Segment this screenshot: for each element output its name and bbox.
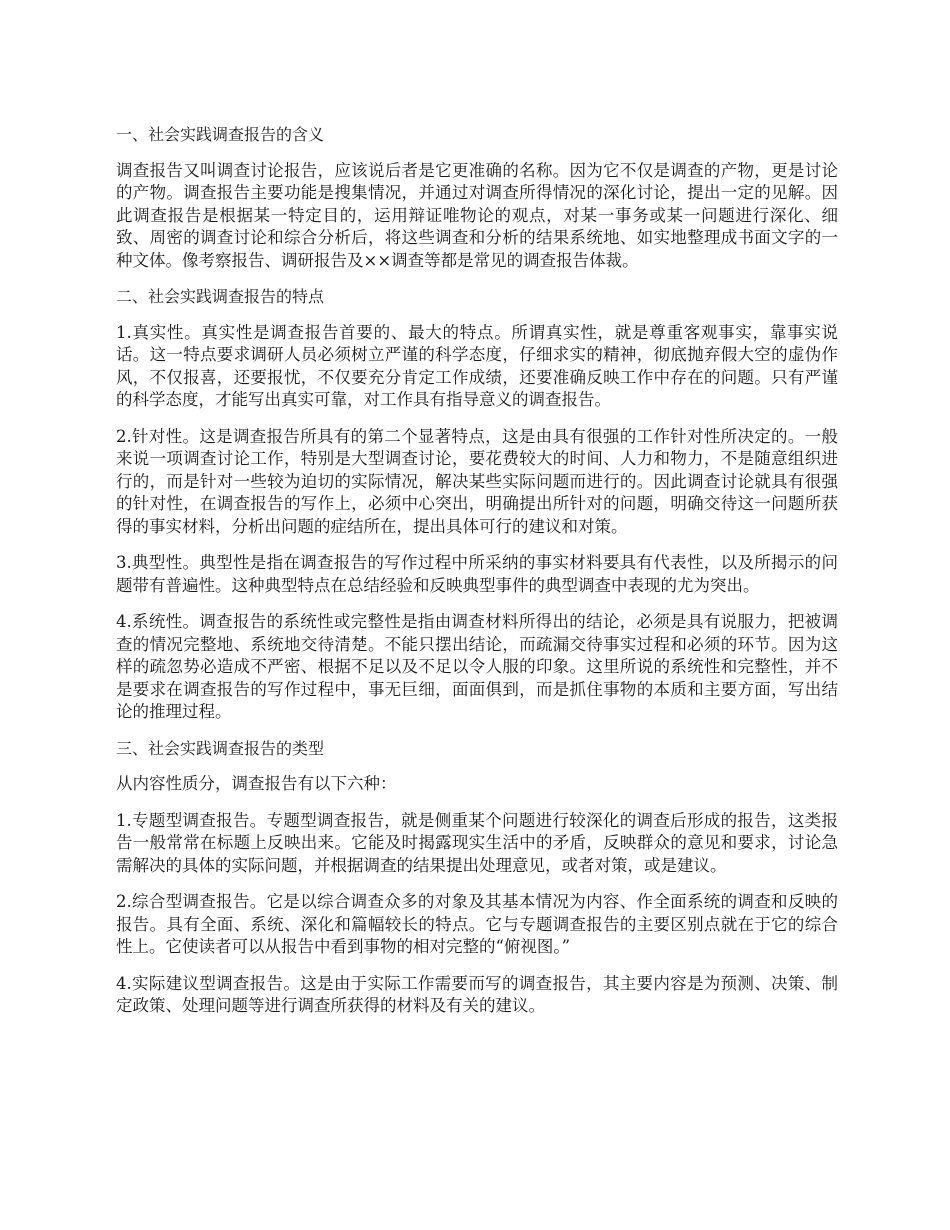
paragraph-type-comprehensive: 2.综合型调查报告。它是以综合调查众多的对象及其基本情况为内容、作全面系统的调查和反映的报告。具有全面、系统、深化和篇幅较长的特点。它与专题调查报告的主要区别点就在于它的综合性上。它使读者可以从报告中看到事物的相对完整的“俯视图。” xyxy=(116,892,838,956)
section-heading-features: 二、社会实践调查报告的特点 xyxy=(116,287,325,306)
section-heading-meaning: 一、社会实践调查报告的含义 xyxy=(116,125,325,144)
paragraph-feature-typicality: 3.典型性。典型性是指在调查报告的写作过程中所采纳的事实材料要具有代表性，以及所揭示的问题带有普遍性。这种典型特点在总结经验和反映典型事件的典型调查中表现的尤为突出。 xyxy=(116,553,838,595)
paragraph-type-thematic: 1.专题型调查报告。专题型调查报告，就是侧重某个问题进行较深化的调查后形成的报告，这类报告一般常常在标题上反映出来。它能及时揭露现实生活中的矛盾，反映群众的意见和要求，讨论急需解决的具体的实际问题，并根据调查的结果提出处理意见，或者对策，或是建议。 xyxy=(116,810,838,875)
paragraph-meaning: 调查报告又叫调查讨论报告，应该说后者是它更准确的名称。因为它不仅是调查的产物，更是讨论的产物。调查报告主要功能是搜集情况，并通过对调查所得情况的深化讨论，提出一定的见解。因此调查报告是根据某一特定目的，运用辩证唯物论的观点，对某一事务或某一问题进行深化、细致、周密的调查讨论和综合分析后，将这些调查和分析的结果系统地、如实地整理成书面文字的一种文体。像考察报告、调研报告及××调查等都是常见的调查报告体裁。 xyxy=(116,160,838,270)
paragraph-type-practical-suggestion: 4.实际建议型调查报告。这是由于实际工作需要而写的调查报告，其主要内容是为预测、决策、制定政策、处理问题等进行调查所获得的材料及有关的建议。 xyxy=(116,973,838,1015)
document-body xyxy=(116,124,838,1032)
paragraph-feature-pertinence: 2.针对性。这是调查报告所具有的第二个显著特点，这是由具有很强的工作针对性所决定的。一般来说一项调查讨论工作，特别是大型调查讨论，要花费较大的时间、人力和物力，不是随意组织进行的，而是针对一些较为迫切的实际情况，解决某些实际问题而进行的。因此调查讨论就具有很强的针对性，在调查报告的写作上，必须中心突出，明确提出所针对的问题，明确交待这一问题所获得的事实材料，分析出问题的症结所在，提出具体可行的建议和对策。 xyxy=(116,426,838,536)
paragraph-types-intro: 从内容性质分，调查报告有以下六种： xyxy=(116,774,397,793)
section-heading-types: 三、社会实践调查报告的类型 xyxy=(116,738,325,758)
paragraph-feature-systematicness: 4.系统性。调查报告的系统性或完整性是指由调查材料所得出的结论，必须是具有说服力，把被调查的情况完整地、系统地交待清楚。不能只摆出结论，而疏漏交待事实过程和必须的环节。因为这样的疏忽势必造成不严密、根据不足以及不足以令人服的印象。这里所说的系统性和完整性，并不是要求在调查报告的写作过程中，事无巨细，面面俱到，而是抓住事物的本质和主要方面，写出结论的推理过程。 xyxy=(116,612,838,721)
paragraph-feature-authenticity: 1.真实性。真实性是调查报告首要的、最大的特点。所谓真实性，就是尊重客观事实，靠事实说话。这一特点要求调研人员必须树立严谨的科学态度，仔细求实的精神，彻底抛弃假大空的虚伪作风，不仅报喜，还要报忧，不仅要充分肯定工作成绩，还要准确反映工作中存在的问题。只有严谨的科学态度，才能写出真实可靠，对工作具有指导意义的调查报告。 xyxy=(116,322,838,409)
